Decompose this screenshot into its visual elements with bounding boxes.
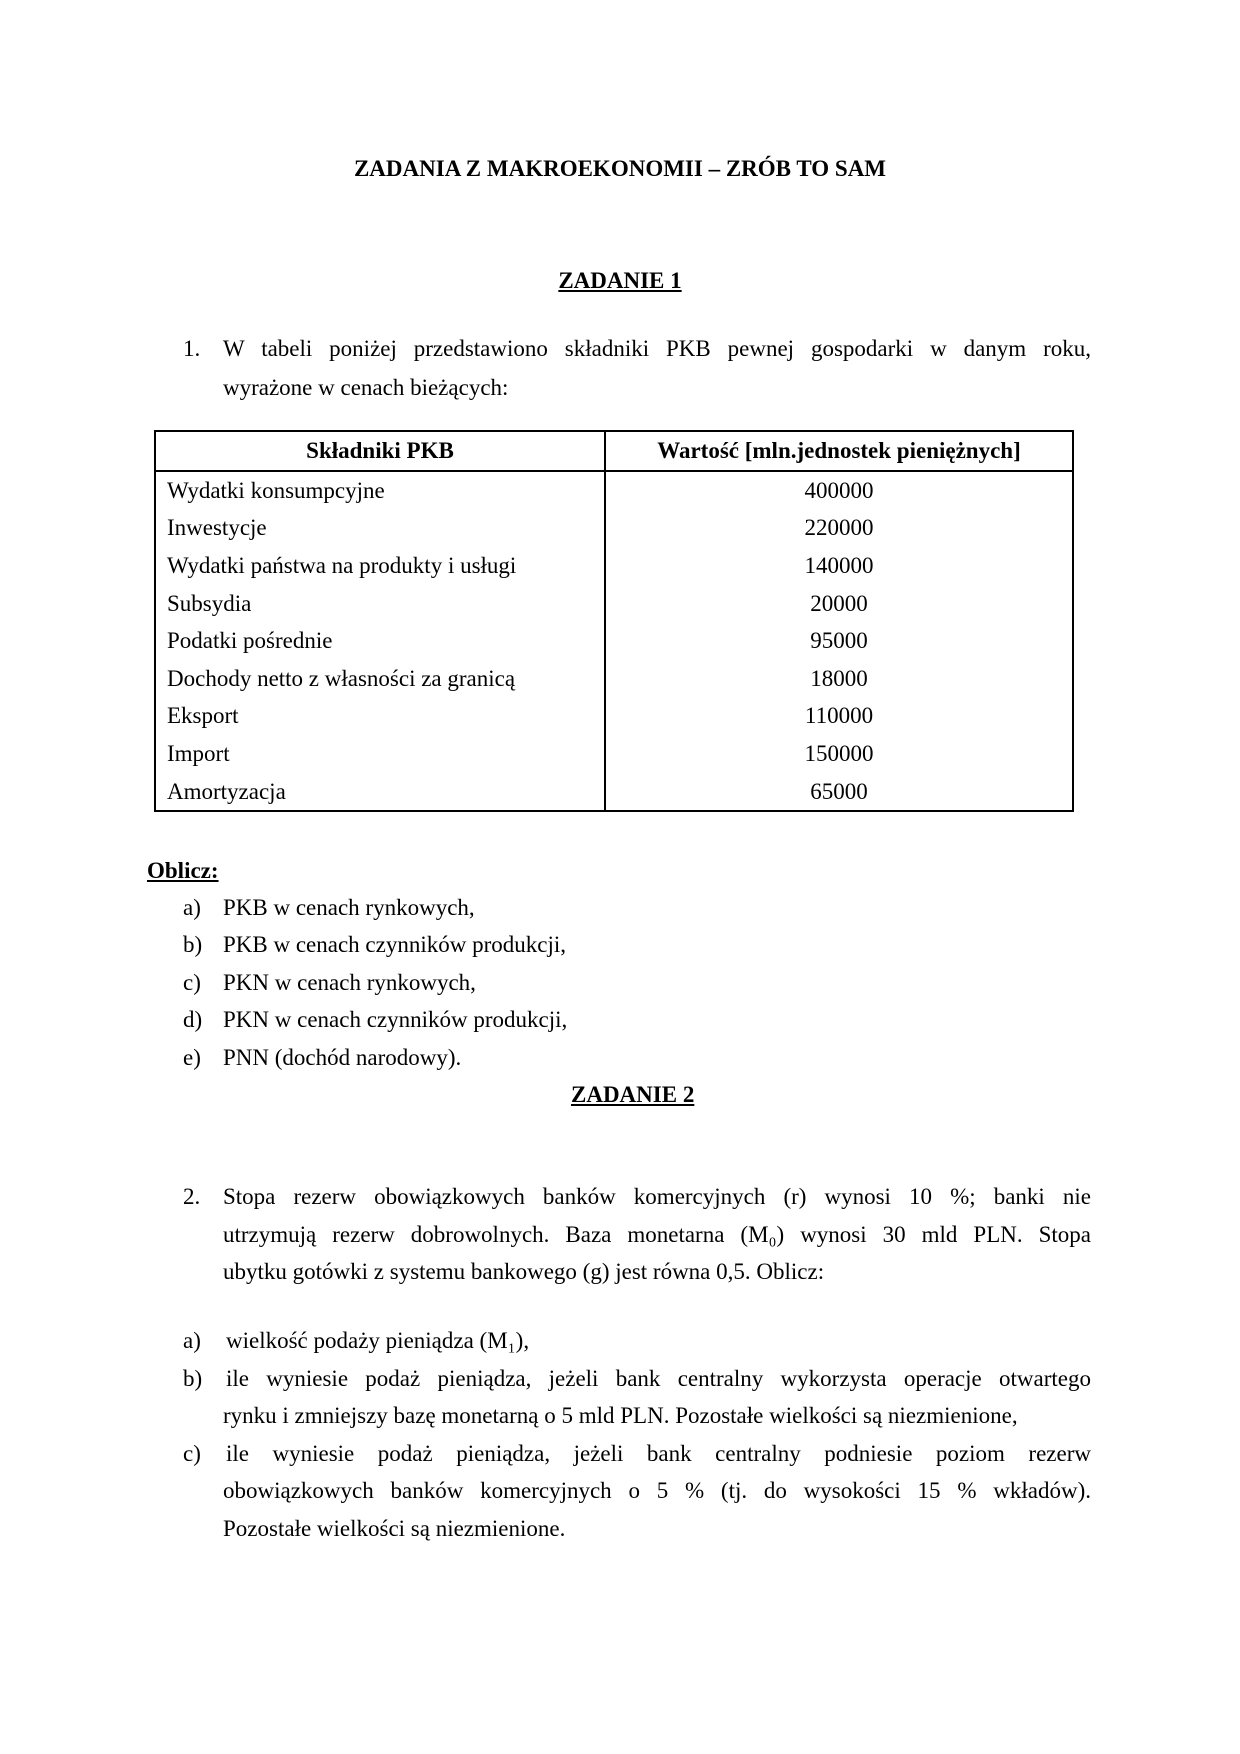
task1-intro-line2: wyrażone w cenach bieżących: bbox=[223, 375, 509, 400]
table-cell-name: Subsydia bbox=[155, 585, 605, 623]
table-cell-value: 20000 bbox=[605, 585, 1073, 623]
list-item-letter: d) bbox=[183, 1007, 203, 1032]
task1-intro-line1: W tabeli poniżej przedstawiono składniki PKB pewnej gospodarki w danym roku, bbox=[223, 336, 1091, 361]
list-item-letter: a) bbox=[183, 895, 201, 920]
table-cell-name: Import bbox=[155, 735, 605, 773]
table-cell-name: Podatki pośrednie bbox=[155, 622, 605, 660]
table-cell-value: 18000 bbox=[605, 660, 1073, 698]
table-row bbox=[155, 622, 1073, 660]
list-item bbox=[183, 970, 476, 996]
list-item-text: obowiązkowych banków komercyjnych o 5 % (tj. do wysokości 15 % wkładów). bbox=[223, 1478, 1091, 1503]
list-item-text: ile wyniesie podaż pieniądza, jeżeli bank centralny wykorzysta operacje otwartego bbox=[226, 1366, 1091, 1391]
table-row bbox=[155, 471, 1073, 510]
list-item-text: wielkość podaży pieniądza (M₁), bbox=[226, 1328, 530, 1353]
list-item-text: PKB w cenach rynkowych, bbox=[223, 895, 475, 920]
table-cell-value: 140000 bbox=[605, 547, 1073, 585]
list-item-text: PKN w cenach czynników produkcji, bbox=[223, 1007, 568, 1032]
list-item-text: PKB w cenach czynników produkcji, bbox=[223, 932, 567, 957]
table-header-components: Składniki PKB bbox=[155, 431, 605, 471]
list-item-text: PKN w cenach rynkowych, bbox=[223, 970, 476, 995]
list-item-letter: b) bbox=[183, 932, 203, 957]
table-row bbox=[155, 773, 1073, 812]
task2-intro-line3: ubytku gotówki z systemu bankowego (g) jest równa 0,5. Oblicz: bbox=[223, 1259, 825, 1284]
list-item-text: ile wyniesie podaż pieniądza, jeżeli bank centralny podniesie poziom rezerw bbox=[226, 1441, 1091, 1466]
list-item-letter: e) bbox=[183, 1045, 201, 1070]
compute-label: Oblicz: bbox=[147, 858, 219, 883]
list-item bbox=[183, 1007, 567, 1033]
list-item-letter: c) bbox=[183, 970, 201, 995]
task2-number: 2. bbox=[183, 1184, 201, 1209]
table-header-value: Wartość [mln.jednostek pieniężnych] bbox=[605, 431, 1073, 471]
table-row bbox=[155, 698, 1073, 736]
list-item bbox=[183, 1045, 461, 1071]
table-cell-value: 150000 bbox=[605, 735, 1073, 773]
list-item-text: Pozostałe wielkości są niezmienione. bbox=[223, 1516, 566, 1541]
table-row bbox=[155, 735, 1073, 773]
table-header-row bbox=[155, 431, 1073, 471]
list-item bbox=[183, 895, 475, 921]
table-cell-name: Wydatki państwa na produkty i usługi bbox=[155, 547, 605, 585]
table-row bbox=[155, 660, 1073, 698]
list-item-text: rynku i zmniejszy bazę monetarną o 5 mld PLN. Pozostałe wielkości są niezmienione, bbox=[223, 1403, 1018, 1428]
list-item-letter: a) bbox=[183, 1328, 201, 1353]
table-cell-name: Dochody netto z własności za granicą bbox=[155, 660, 605, 698]
table-cell-value: 400000 bbox=[605, 471, 1073, 510]
table-cell-name: Amortyzacja bbox=[155, 773, 605, 812]
table-cell-name: Wydatki konsumpcyjne bbox=[155, 471, 605, 510]
list-item-text: PNN (dochód narodowy). bbox=[223, 1045, 462, 1070]
list-item-letter: c) bbox=[183, 1441, 201, 1466]
task2-intro-line2: utrzymują rezerw dobrowolnych. Baza monetarna (M₀) wynosi 30 mld PLN. Stopa bbox=[223, 1222, 1091, 1247]
table-cell-value: 95000 bbox=[605, 622, 1073, 660]
list-item bbox=[183, 932, 566, 958]
table-cell-name: Inwestycje bbox=[155, 510, 605, 548]
task2-intro-line1: Stopa rezerw obowiązkowych banków komercyjnych (r) wynosi 10 %; banki nie bbox=[223, 1184, 1091, 1209]
task1-heading: ZADANIE 1 bbox=[558, 268, 682, 293]
table-cell-value: 220000 bbox=[605, 510, 1073, 548]
task1-number: 1. bbox=[183, 336, 201, 361]
document-title: ZADANIA Z MAKROEKONOMII – ZRÓB TO SAM bbox=[353, 156, 887, 181]
task2-heading: ZADANIE 2 bbox=[571, 1082, 695, 1107]
table-cell-name: Eksport bbox=[155, 698, 605, 736]
table-cell-value: 110000 bbox=[605, 698, 1073, 736]
list-item-letter: b) bbox=[183, 1366, 203, 1391]
gdp-components-table bbox=[154, 430, 1074, 812]
table-row bbox=[155, 585, 1073, 623]
table-cell-value: 65000 bbox=[605, 773, 1073, 812]
table-row bbox=[155, 510, 1073, 548]
table-row bbox=[155, 547, 1073, 585]
